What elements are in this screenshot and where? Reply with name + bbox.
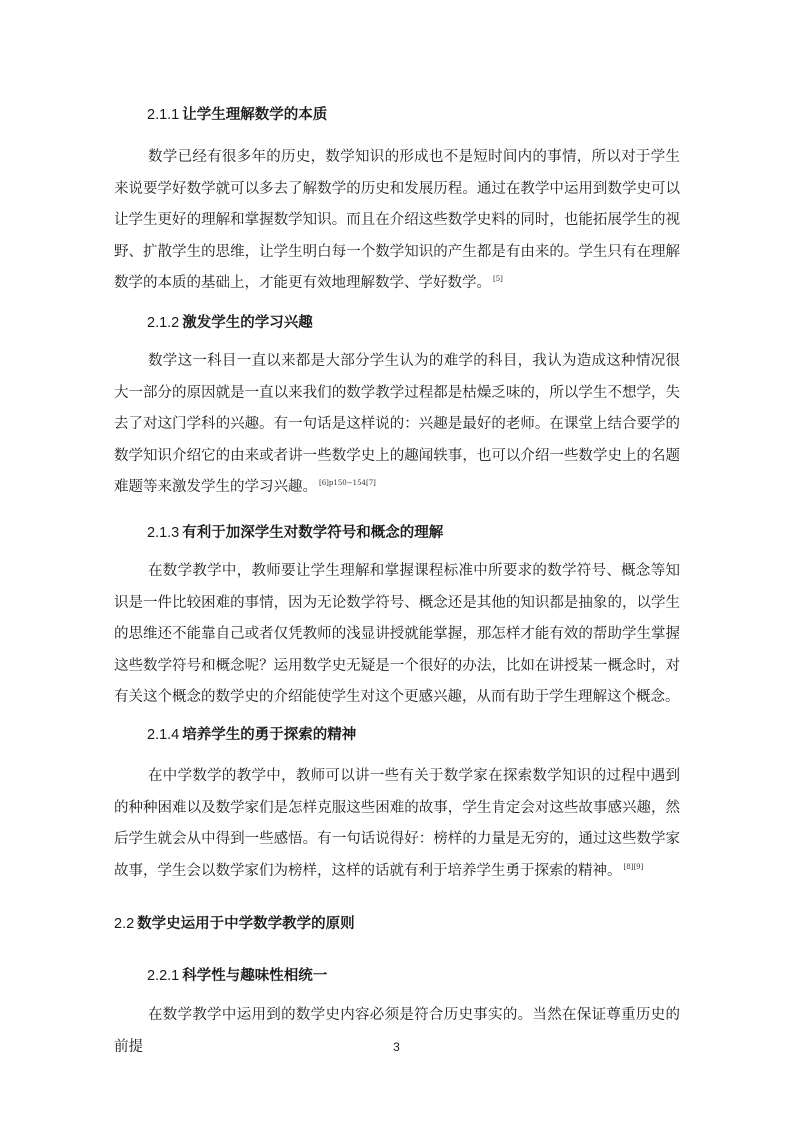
section-number: 2.2.1 (147, 968, 180, 984)
paragraph-2-1-3 (114, 556, 680, 714)
paragraph-text: 在数学教学中运用到的数学史内容必须是符合历史事实的。当然在保证尊重历史的前提 (114, 1007, 680, 1055)
section-heading-2-1-4 (147, 725, 356, 745)
paragraph-2-1-4 (114, 761, 680, 887)
paragraph-text: 数学这一科目一直以来都是大部分学生认为的难学的科目，我认为造成这种情况很大一部分的原因就是一直以来我们的数学教学过程都是枯燥乏味的，所以学生不想学，失去了对这门学科的兴趣。有一句话是这样说的：兴趣是最好的老师。在课堂上结合要学的数学知识介绍它的由来或者讲一些数学史上的趣闻轶事，也可以介绍一些数学史上的名题难题等来激发学生的学习兴趣。 (114, 353, 680, 495)
section-heading-2-1-1 (147, 105, 327, 125)
section-title: 让学生理解数学的本质 (182, 106, 328, 123)
page-number: 3 (393, 1040, 400, 1054)
section-title: 激发学生的学习兴趣 (182, 314, 313, 331)
section-number: 2.1.2 (147, 315, 180, 331)
section-title: 有利于加深学生对数学符号和概念的理解 (182, 524, 444, 541)
citation: [8][9] (623, 862, 644, 871)
section-heading-2-1-3 (147, 523, 443, 543)
paragraph-text: 数学已经有很多年的历史，数学知识的形成也不是短时间内的事情，所以对于学生来说要学好数学就可以多去了解数学的历史和发展历程。通过在教学中运用到数学史可以让学生更好的理解和掌握数学知识。而且在介绍这些数学史料的同时，也能拓展学生的视野、扩散学生的思维，让学生明白每一个数学知识的产生都是有由来的。学生只有在理解数学的本质的基础上，才能更有效地理解数学、学好数学。 (114, 149, 680, 291)
citation: [5] (493, 275, 503, 284)
paragraph-2-1-2 (114, 346, 680, 504)
citation: [6]p150−154[7] (319, 479, 376, 488)
section-title: 培养学生的勇于探索的精神 (182, 726, 357, 743)
section-number: 2.1.4 (147, 727, 180, 743)
section-title: 数学史运用于中学数学教学的原则 (137, 915, 355, 932)
section-number: 2.1.3 (147, 525, 180, 541)
section-heading-2-2-1 (147, 966, 327, 986)
section-number: 2.2 (114, 916, 135, 932)
section-heading-2-2 (114, 914, 355, 934)
section-number: 2.1.1 (147, 107, 180, 123)
paragraph-text: 在中学数学的教学中，教师可以讲一些有关于数学家在探索数学知识的过程中遇到的种种困难以及数学家们是怎样克服这些困难的故事，学生肯定会对这些故事感兴趣，然后学生就会从中得到一些感悟。有一句话说得好：榜样的力量是无穷的，通过这些数学家故事，学生会以数学家们为榜样，这样的话就有利于培养学生勇于探索的精神。 (114, 768, 680, 879)
section-heading-2-1-2 (147, 313, 313, 333)
paragraph-text: 在数学教学中，教师要让学生理解和掌握课程标准中所要求的数学符号、概念等知识是一件比较困难的事情，因为无论数学符号、概念还是其他的知识都是抽象的，以学生的思维还不能靠自己或者仅凭教师的浅显讲授就能掌握，那怎样才能有效的帮助学生掌握这些数学符号和概念呢？运用数学史无疑是一个很好的办法，比如在讲授某一概念时，对有关这个概念的数学史的介绍能使学生对这个更感兴趣，从而有助于学生理解这个概念。 (114, 563, 680, 705)
paragraph-2-1-1 (114, 142, 680, 300)
section-title: 科学性与趣味性相统一 (182, 967, 328, 984)
